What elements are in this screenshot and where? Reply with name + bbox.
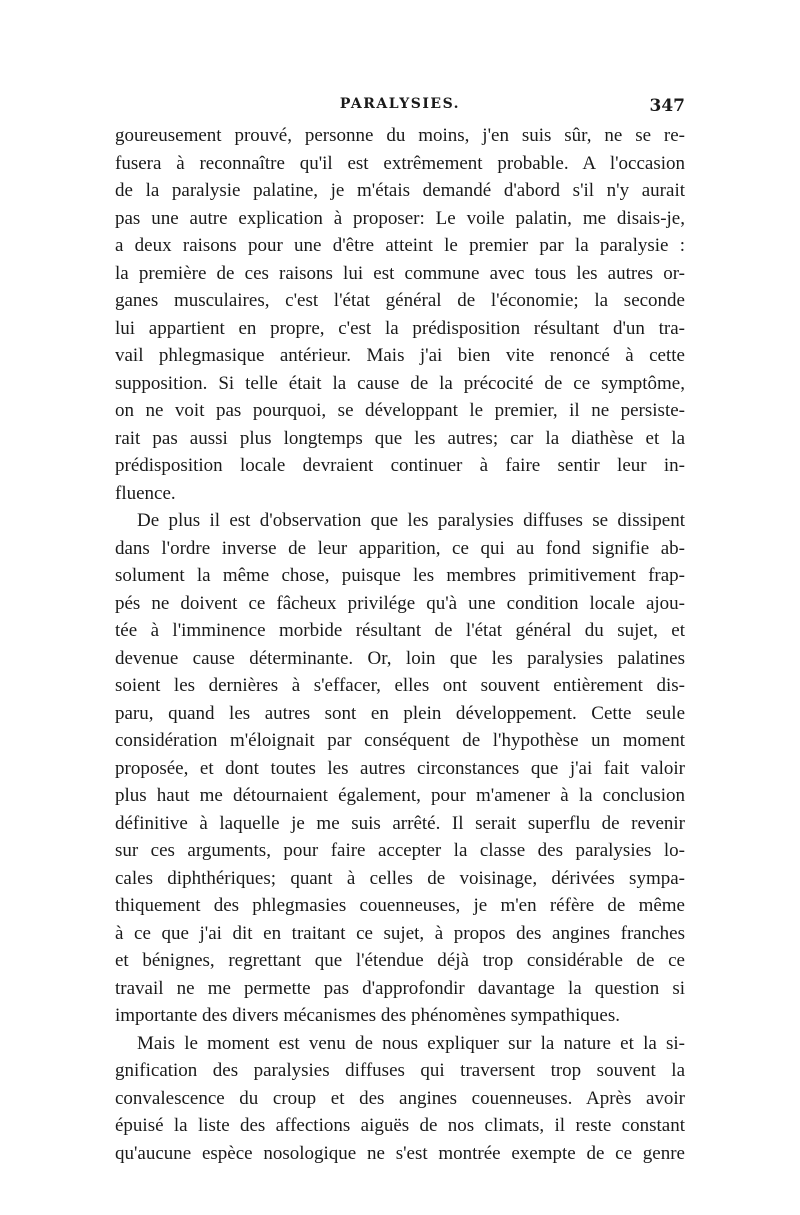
text-line: et bénignes, regrettant que l'étendue déjà trop considérable de ce — [115, 950, 685, 971]
running-title: PARALYSIES. — [339, 96, 461, 112]
body-text — [115, 122, 685, 1167]
text-line: a deux raisons pour une d'être atteint le premier par la paralysie : — [115, 235, 685, 256]
page-header — [115, 96, 685, 120]
text-line: à ce que j'ai dit en traitant ce sujet, à propos des angines franches — [115, 922, 685, 944]
text-line: de la paralysie palatine, je m'étais demandé d'abord s'il n'y aurait — [115, 180, 685, 201]
text-line: solument la même chose, puisque les membres primitivement frap- — [115, 565, 685, 586]
text-line: tée à l'imminence morbide résultant de l'état général du sujet, et — [115, 620, 685, 641]
text-line: dans l'ordre inverse de leur apparition, ce qui au fond signifie ab- — [115, 537, 685, 559]
text-line: fluence. — [115, 482, 176, 504]
text-line: ganes musculaires, c'est l'état général de l'économie; la seconde — [115, 290, 685, 311]
text-line: cales diphthériques; quant à celles de voisinage, dérivées sympa- — [115, 867, 685, 889]
text-line: lui appartient en propre, c'est la prédisposition résultant d'un tra- — [115, 317, 685, 339]
text-line: rait pas aussi plus longtemps que les autres; car la diathèse et la — [115, 427, 685, 449]
text-line: travail ne me permette pas d'approfondir davantage la question si — [115, 977, 685, 999]
text-line: goureusement prouvé, personne du moins, j'en suis sûr, ne se re- — [115, 125, 685, 146]
text-line: supposition. Si telle était la cause de la précocité de ce symptôme, — [115, 372, 685, 394]
text-line: convalescence du croup et des angines couenneuses. Après avoir — [115, 1087, 685, 1109]
text-line: la première de ces raisons lui est commune avec tous les autres or- — [115, 262, 685, 284]
text-line: pés ne doivent ce fâcheux privilége qu'à une condition locale ajou- — [115, 592, 685, 614]
text-line: considération m'éloignait par conséquent de l'hypothèse un moment — [115, 730, 685, 751]
text-line: De plus il est d'observation que les paralysies diffuses se dissipent — [137, 510, 685, 531]
text-line: proposée, et dont toutes les autres circonstances que j'ai fait valoir — [115, 757, 685, 779]
text-line: on ne voit pas pourquoi, se développant le premier, il ne persiste- — [115, 400, 685, 421]
text-line: épuisé la liste des affections aiguës de nos climats, il reste constant — [115, 1115, 685, 1136]
text-line: thiquement des phlegmasies couenneuses, je m'en réfère de même — [115, 895, 685, 916]
text-line: Mais le moment est venu de nous expliquer sur la nature et la si- — [137, 1032, 685, 1054]
page-number: 347 — [649, 96, 685, 116]
text-line: plus haut me détournaient également, pour m'amener à la conclusion — [115, 785, 685, 806]
text-line: gnification des paralysies diffuses qui traversent trop souvent la — [115, 1060, 685, 1081]
text-line: soient les dernières à s'effacer, elles ont souvent entièrement dis- — [115, 675, 685, 696]
text-line: vail phlegmasique antérieur. Mais j'ai bien vite renoncé à cette — [115, 345, 685, 366]
text-line: sur ces arguments, pour faire accepter la classe des paralysies lo- — [115, 840, 685, 861]
text-line: devenue cause déterminante. Or, loin que les paralysies palatines — [115, 647, 685, 669]
text-line: pas une autre explication à proposer: Le voile palatin, me disais-je, — [115, 207, 685, 229]
text-line: fusera à reconnaître qu'il est extrêmement probable. A l'occasion — [115, 152, 685, 174]
text-line: définitive à laquelle je me suis arrêté. Il serait superflu de revenir — [115, 812, 685, 834]
text-line: paru, quand les autres sont en plein développement. Cette seule — [115, 702, 685, 724]
text-line: qu'aucune espèce nosologique ne s'est montrée exempte de ce genre — [115, 1142, 685, 1164]
text-line: prédisposition locale devraient continuer à faire sentir leur in- — [115, 455, 685, 476]
text-line: importante des divers mécanismes des phénomènes sympathiques. — [115, 1005, 620, 1026]
